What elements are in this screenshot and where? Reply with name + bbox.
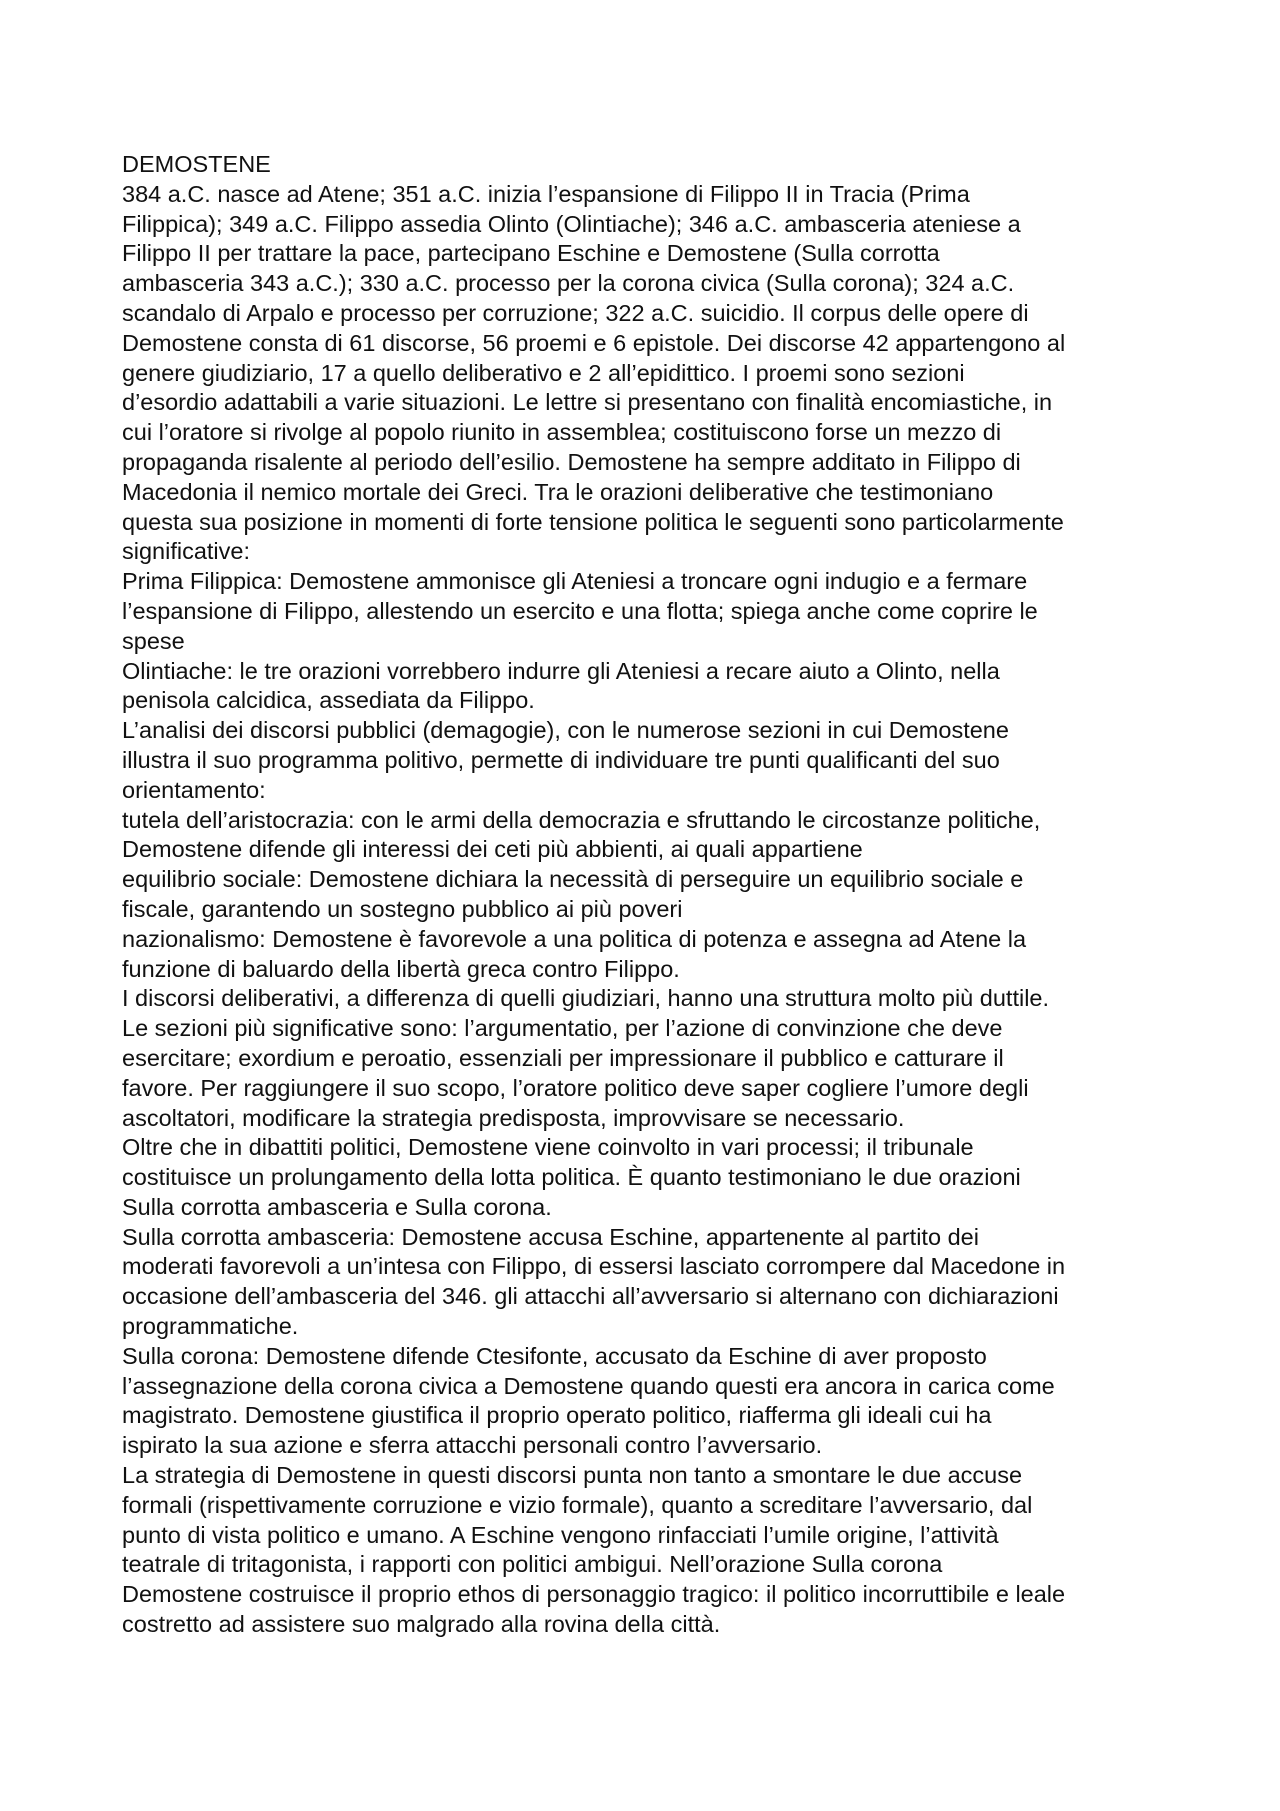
text-line: moderati favorevoli a un’intesa con Filippo, di essersi lasciato corrompere dal Macedone in (122, 1253, 1066, 1280)
document-body (122, 180, 1182, 1640)
text-line: ispirato la sua azione e sferra attacchi personali contro l’avversario. (122, 1432, 823, 1459)
text-line: magistrato. Demostene giustifica il proprio operato politico, riafferma gli ideali cui ha (122, 1402, 992, 1429)
text-line: ascoltatori, modificare la strategia predisposta, improvvisare se necessario. (122, 1104, 905, 1131)
text-line: costretto ad assistere suo malgrado alla rovina della città. (122, 1611, 721, 1638)
text-line: Prima Filippica: Demostene ammonisce gli Ateniesi a troncare ogni indugio e a fermare (122, 568, 1028, 595)
text-line: punto di vista politico e umano. A Eschine vengono rinfacciati l’umile origine, l’attività (122, 1521, 999, 1548)
text-line: L’analisi dei discorsi pubblici (demagogie), con le numerose sezioni in cui Demostene (122, 717, 1009, 744)
text-line: funzione di baluardo della libertà greca contro Filippo. (122, 955, 680, 982)
text-line: Filippo II per trattare la pace, partecipano Eschine e Demostene (Sulla corrotta (122, 240, 940, 267)
text-line: spese (122, 627, 185, 654)
text-line: Demostene costruisce il proprio ethos di personaggio tragico: il politico incorruttibile e leale (122, 1581, 1066, 1608)
text-line: penisola calcidica, assediata da Filippo. (122, 687, 535, 714)
text-line: occasione dell’ambasceria del 346. gli attacchi all’avversario si alternano con dichiarazioni (122, 1283, 1059, 1310)
text-line: scandalo di Arpalo e processo per corruzione; 322 a.C. suicidio. Il corpus delle opere di (122, 299, 1029, 326)
text-line: Sulla corona: Demostene difende Ctesifonte, accusato da Eschine di aver proposto (122, 1342, 987, 1369)
text-line: genere giudiziario, 17 a quello deliberativo e 2 all’epidittico. I proemi sono sezioni (122, 359, 965, 386)
text-line: teatrale di tritagonista, i rapporti con politici ambigui. Nell’orazione Sulla corona (122, 1551, 943, 1578)
text-line: programmatiche. (122, 1313, 299, 1340)
text-line: l’espansione di Filippo, allestendo un esercito e una flotta; spiega anche come coprire le (122, 597, 1038, 624)
text-line: Macedonia il nemico mortale dei Greci. Tra le orazioni deliberative che testimoniano (122, 478, 994, 505)
text-line: cui l’oratore si rivolge al popolo riunito in assemblea; costituiscono forse un mezzo di (122, 419, 1002, 446)
text-line: costituisce un prolungamento della lotta politica. È quanto testimoniano le due orazioni (122, 1164, 1021, 1191)
text-line: Le sezioni più significative sono: l’argumentatio, per l’azione di convinzione che deve (122, 1015, 1003, 1042)
text-line: ambasceria 343 a.C.); 330 a.C. processo per la corona civica (Sulla corona); 324 a.C. (122, 270, 1015, 297)
document-page (122, 150, 1182, 1640)
text-line: 384 a.C. nasce ad Atene; 351 a.C. inizia l’espansione di Filippo II in Tracia (Prima (122, 180, 970, 207)
text-line: favore. Per raggiungere il suo scopo, l’oratore politico deve saper cogliere l’umore degli (122, 1074, 1029, 1101)
text-line: illustra il suo programma politivo, permette di individuare tre punti qualificanti del suo (122, 746, 1000, 773)
text-line: Demostene difende gli interessi dei ceti più abbienti, ai quali appartiene (122, 836, 863, 863)
text-line: Oltre che in dibattiti politici, Demostene viene coinvolto in vari processi; il tribunale (122, 1134, 974, 1161)
text-line: significative: (122, 538, 250, 565)
text-line: orientamento: (122, 776, 266, 803)
text-line: Sulla corrotta ambasceria e Sulla corona. (122, 1193, 552, 1220)
text-line: Olintiache: le tre orazioni vorrebbero indurre gli Ateniesi a recare aiuto a Olinto, nella (122, 657, 1000, 684)
text-line: formali (rispettivamente corruzione e vizio formale), quanto a screditare l’avversario, dal (122, 1491, 1033, 1518)
text-line: fiscale, garantendo un sostegno pubblico ai più poveri (122, 895, 683, 922)
text-line: La strategia di Demostene in questi discorsi punta non tanto a smontare le due accuse (122, 1462, 1023, 1489)
text-line: equilibrio sociale: Demostene dichiara la necessità di perseguire un equilibrio sociale e (122, 866, 1024, 893)
text-line: nazionalismo: Demostene è favorevole a una politica di potenza e assegna ad Atene la (122, 925, 1027, 952)
text-line: d’esordio adattabili a varie situazioni. Le lettre si presentano con finalità encomiastiche, in (122, 389, 1053, 416)
text-line: l’assegnazione della corona civica a Demostene quando questi era ancora in carica come (122, 1372, 1055, 1399)
text-line: Demostene consta di 61 discorse, 56 proemi e 6 epistole. Dei discorse 42 appartengono al (122, 329, 1066, 356)
document-title: DEMOSTENE (122, 151, 271, 177)
text-line: I discorsi deliberativi, a differenza di quelli giudiziari, hanno una struttura molto più duttile. (122, 985, 1050, 1012)
text-line: esercitare; exordium e peroatio, essenziali per impressionare il pubblico e catturare il (122, 1044, 1004, 1071)
text-line: Filippica); 349 a.C. Filippo assedia Olinto (Olintiache); 346 a.C. ambasceria ateniese a (122, 210, 1021, 237)
text-line: tutela dell’aristocrazia: con le armi della democrazia e sfruttando le circostanze politiche, (122, 806, 1041, 833)
text-line: propaganda risalente al periodo dell’esilio. Demostene ha sempre additato in Filippo di (122, 448, 1021, 475)
text-line: questa sua posizione in momenti di forte tensione politica le seguenti sono particolarmente (122, 508, 1064, 535)
text-line: Sulla corrotta ambasceria: Demostene accusa Eschine, appartenente al partito dei (122, 1223, 979, 1250)
